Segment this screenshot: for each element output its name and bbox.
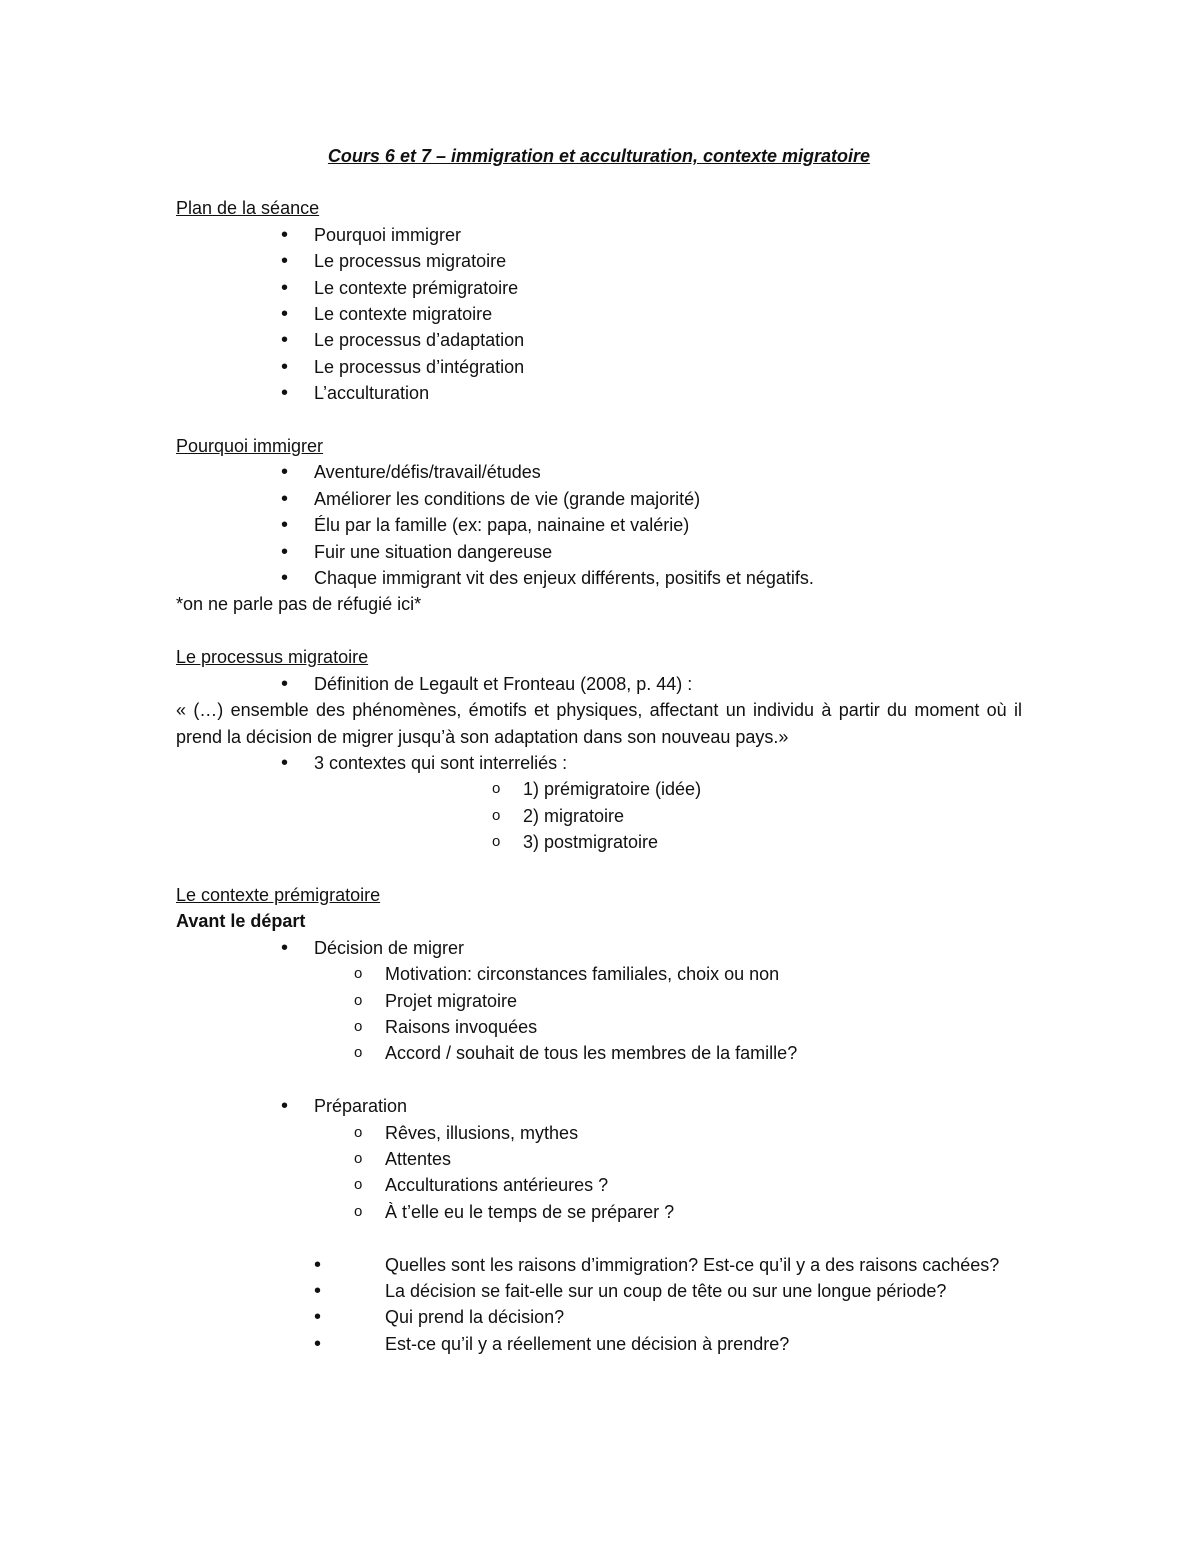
pourquoi-note: *on ne parle pas de réfugié ici*	[176, 594, 422, 615]
document-title: Cours 6 et 7 – immigration et acculturation, contexte migratoire	[327, 146, 871, 166]
list-item: • Pourquoi immigrer	[176, 222, 1022, 248]
spacer	[176, 1225, 1022, 1251]
decision-list	[176, 935, 1022, 961]
list-item: • Améliorer les conditions de vie (grande majorité)	[176, 486, 1022, 512]
list-item: o 2) migratoire	[314, 803, 1022, 829]
spacer	[176, 407, 1022, 433]
definition-quote: « (…) ensemble des phénomènes, émotifs et physiques, affectant un individu à partir du moment où il prend la décision de migrer jusqu’à son adaptation dans son nouveau pays.»	[176, 700, 1022, 747]
sub-heading-avant-depart: Avant le départ	[176, 911, 306, 932]
list-item: o Accord / souhait de tous les membres de la famille?	[176, 1040, 1022, 1066]
spacer	[176, 618, 1022, 644]
contextes-sublist	[314, 776, 1022, 855]
list-item: o Attentes	[176, 1146, 1022, 1172]
section-heading-premigratoire: Le contexte prémigratoire	[176, 884, 381, 905]
section-processus	[176, 644, 1022, 855]
preparation-sublist	[176, 1120, 1022, 1226]
list-item: • Le contexte migratoire	[176, 301, 1022, 327]
list-item: • Aventure/défis/travail/études	[176, 459, 1022, 485]
list-item: • La décision se fait-elle sur un coup de tête ou sur une longue période?	[176, 1278, 1022, 1304]
section-premigratoire	[176, 882, 1022, 1357]
list-item	[176, 1093, 1022, 1119]
list-item: o Rêves, illusions, mythes	[176, 1120, 1022, 1146]
spacer	[176, 856, 1022, 882]
list-item: • Quelles sont les raisons d’immigration? Est-ce qu’il y a des raisons cachées?	[176, 1252, 1022, 1278]
document-page	[176, 143, 1022, 1357]
list-item: • Élu par la famille (ex: papa, nainaine et valérie)	[176, 512, 1022, 538]
list-item	[176, 935, 1022, 961]
list-item: • Est-ce qu’il y a réellement une décision à prendre?	[176, 1331, 1022, 1357]
list-item: • Définition de Legault et Fronteau (2008, p. 44) :	[176, 671, 1022, 697]
list-item: o 3) postmigratoire	[314, 829, 1022, 855]
list-item: • Qui prend la décision?	[176, 1304, 1022, 1330]
list-item: • L’acculturation	[176, 380, 1022, 406]
decision-sublist	[176, 961, 1022, 1067]
list-item: • Chaque immigrant vit des enjeux différents, positifs et négatifs.	[176, 565, 1022, 591]
list-item: o Projet migratoire	[176, 988, 1022, 1014]
list-item	[176, 750, 1022, 856]
plan-list	[176, 222, 1022, 407]
section-pourquoi	[176, 433, 1022, 618]
contextes-list	[176, 750, 1022, 856]
list-item: • Le processus d’intégration	[176, 354, 1022, 380]
pourquoi-list	[176, 459, 1022, 591]
processus-list	[176, 671, 1022, 697]
list-item: o Motivation: circonstances familiales, choix ou non	[176, 961, 1022, 987]
contextes-label: 3 contextes qui sont interreliés :	[314, 752, 568, 773]
list-item: o Acculturations antérieures ?	[176, 1172, 1022, 1198]
list-item: • Le processus migratoire	[176, 248, 1022, 274]
list-item: o 1) prémigratoire (idée)	[314, 776, 1022, 802]
section-heading-pourquoi: Pourquoi immigrer	[176, 436, 324, 457]
section-heading-processus: Le processus migratoire	[176, 647, 369, 668]
list-item: • Le contexte prémigratoire	[176, 275, 1022, 301]
list-item: o À t’elle eu le temps de se préparer ?	[176, 1199, 1022, 1225]
questions-list	[176, 1252, 1022, 1358]
section-heading-plan: Plan de la séance	[176, 198, 320, 219]
preparation-list	[176, 1093, 1022, 1119]
section-plan	[176, 195, 1022, 406]
spacer	[176, 1067, 1022, 1093]
list-item: • Fuir une situation dangereuse	[176, 539, 1022, 565]
decision-label: Décision de migrer	[314, 937, 465, 958]
preparation-label: Préparation	[314, 1096, 408, 1117]
list-item: o Raisons invoquées	[176, 1014, 1022, 1040]
list-item: • Le processus d’adaptation	[176, 327, 1022, 353]
